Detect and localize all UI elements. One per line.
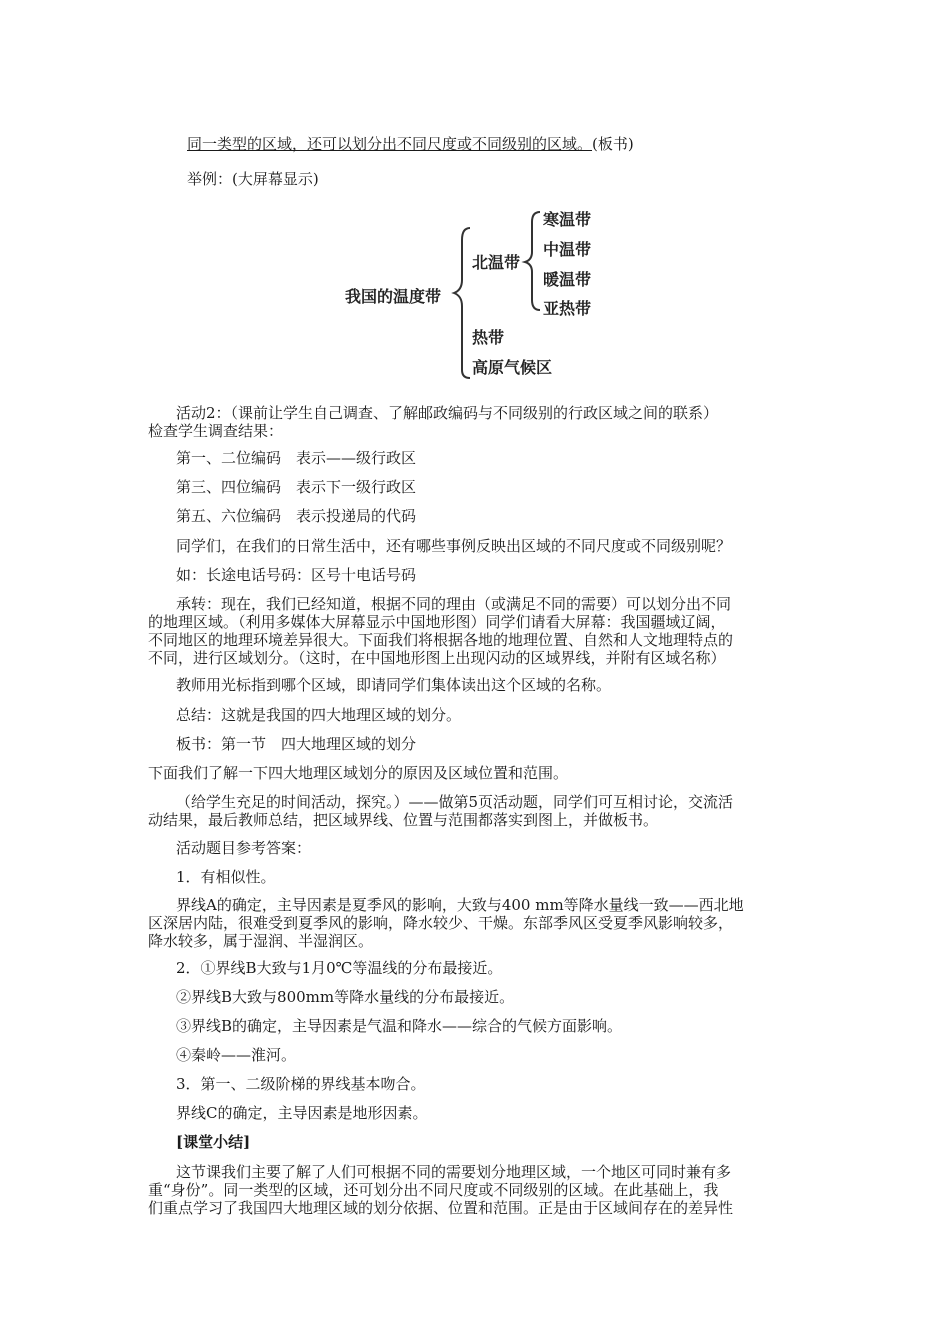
- answer-2-line: ③界线B的确定，主导因素是气温和降水——综合的气候方面影响。: [176, 1017, 623, 1035]
- text-line: 下面我们了解一下四大地理区域划分的原因及区域位置和范围。: [148, 764, 569, 782]
- summary-line: 重“身份”。同一类型的区域，还可划分出不同尺度或不同级别的区域。在此基础上，我: [148, 1181, 719, 1199]
- text-line: 总结：这就是我国的四大地理区域的划分。: [176, 706, 462, 724]
- text-line: 板书：第一节 四大地理区域的划分: [176, 735, 417, 753]
- temperature-zone-diagram: [340, 200, 630, 385]
- code-line: 第一、二位编码 表示——级行政区: [176, 449, 417, 467]
- summary-heading: [课堂小结]: [176, 1133, 251, 1151]
- code-line: 第三、四位编码 表示下一级行政区: [176, 478, 417, 496]
- diagram-sub-item: 暖温带: [543, 270, 592, 289]
- answer-3-line: 界线C的确定，主导因素是地形因素。: [176, 1104, 428, 1122]
- activity-line: 动结果，最后教师总结，把区域界线、位置与范围都落实到图上，并做板书。: [148, 811, 659, 829]
- diagram-sub-item: 亚热带: [543, 299, 592, 318]
- transition-line: 不同，进行区域划分。（这时，在中国地形图上出现闪动的区域界线，并附有区域名称）: [148, 649, 726, 667]
- answer-2-line: ②界线B大致与800mm等降水量线的分布最接近。: [176, 988, 515, 1006]
- boundary-a-line: 界线A的确定，主导因素是夏季风的影响，大致与400 mm等降水量线一致——西北地: [176, 896, 744, 914]
- transition-line: 不同地区的地理环境差异很大。下面我们将根据各地的地理位置、自然和人文地理特点的: [148, 631, 734, 649]
- diagram-sub-item: 中温带: [543, 240, 592, 259]
- answer-2-line: ④秦岭——淮河。: [176, 1046, 297, 1064]
- example-label: 举例：(大屏幕显示): [187, 170, 319, 188]
- answer-2-line: 2．①界线B大致与1月0℃等温线的分布最接近。: [176, 959, 503, 977]
- summary-line: 这节课我们主要了解了人们可根据不同的需要划分地理区域，一个地区可同时兼有多: [176, 1163, 732, 1181]
- board-heading-tail: (板书): [592, 135, 634, 153]
- diagram-item: 高原气候区: [472, 358, 553, 377]
- answer-1: 1．有相似性。: [176, 868, 276, 886]
- transition-line: 承转：现在，我们已经知道，根据不同的理由（或满足不同的需要）可以划分出不同: [176, 595, 732, 613]
- board-heading: [187, 133, 634, 155]
- question-line: 同学们，在我们的日常生活中，还有哪些事例反映出区域的不同尺度或不同级别呢？: [176, 537, 732, 555]
- board-heading-underlined: 同一类型的区域，还可以划分出不同尺度或不同级别的区域。: [187, 135, 593, 153]
- activity-line: （给学生充足的时间活动，探究。）——做第5页活动题，同学们可互相讨论，交流活: [176, 793, 734, 811]
- activity2-intro: 活动2：（课前让学生自己调查、了解邮政编码与不同级别的行政区域之间的联系）: [176, 404, 719, 422]
- answer-3-line: 3．第一、二级阶梯的界线基本吻合。: [176, 1075, 426, 1093]
- boundary-a-line: 区深居内陆，很难受到夏季风的影响，降水较少、干燥。东部季风区受夏季风影响较多，: [148, 914, 734, 932]
- example-line: 如：长途电话号码：区号十电话号码: [176, 566, 417, 584]
- diagram-sub-item: 寒温带: [543, 210, 592, 229]
- boundary-a-line: 降水较多，属于湿润、半湿润区。: [148, 932, 374, 950]
- text-line: 教师用光标指到哪个区域，即请同学们集体读出这个区域的名称。: [176, 676, 612, 694]
- activity2-intro-2: 检查学生调查结果：: [148, 422, 284, 440]
- answers-label: 活动题目参考答案：: [176, 839, 312, 857]
- diagram-root: 我国的温度带: [345, 287, 442, 306]
- transition-line: 的地理区域。（利用多媒体大屏幕显示中国地形图）同学们请看大屏幕：我国疆域辽阔，: [148, 613, 726, 631]
- code-line: 第五、六位编码 表示投递局的代码: [176, 507, 417, 525]
- diagram-branch: 北温带: [472, 253, 521, 272]
- diagram-item: 热带: [472, 328, 505, 347]
- summary-line: 们重点学习了我国四大地理区域的划分依据、位置和范围。正是由于区域间存在的差异性: [148, 1199, 734, 1217]
